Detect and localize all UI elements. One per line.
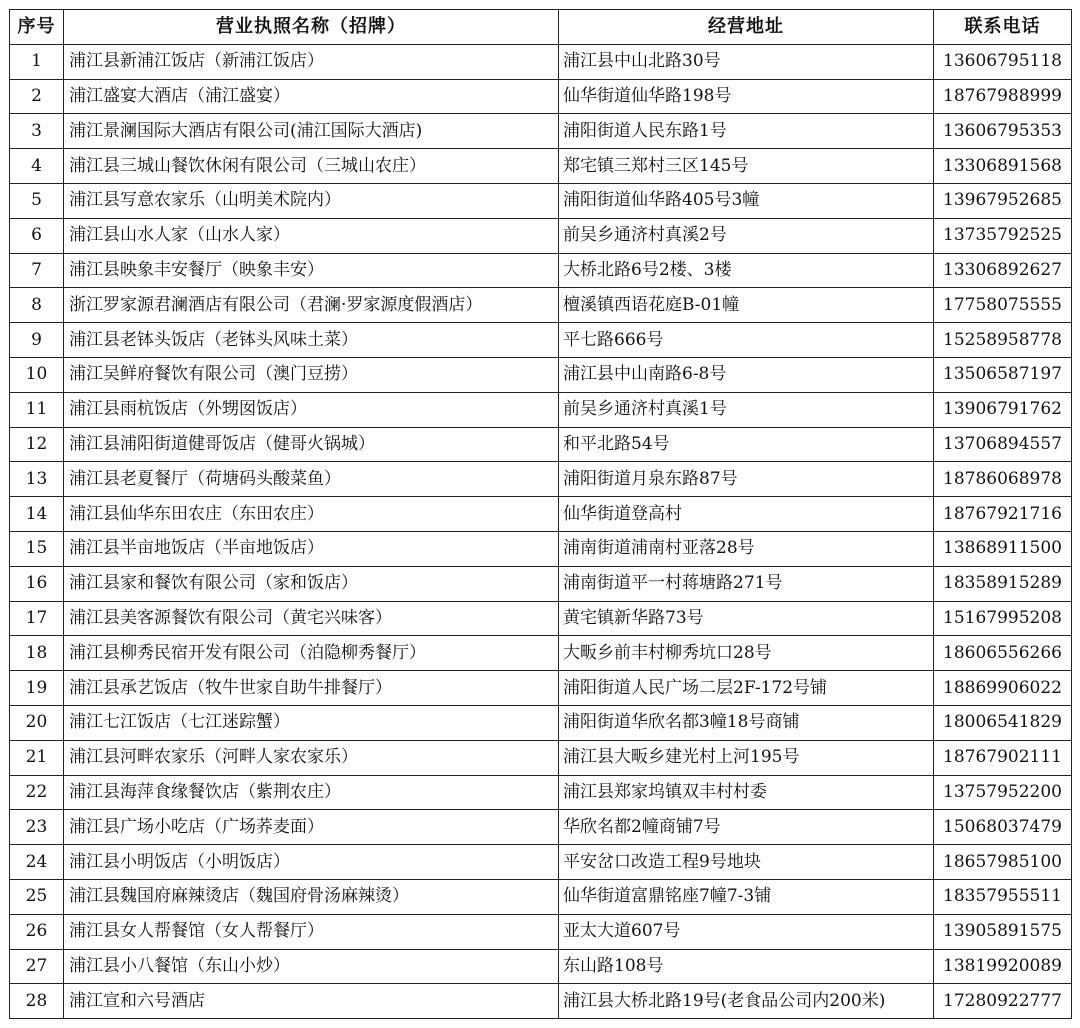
- row-number: 28: [10, 984, 64, 1019]
- business-name: 浦江盛宴大酒店（浦江盛宴）: [64, 79, 559, 114]
- table-row: [10, 636, 1072, 671]
- row-number: 16: [10, 566, 64, 601]
- business-name: 浦江县海萍食缘餐饮店（紫荆农庄）: [64, 775, 559, 810]
- table-row: [10, 671, 1072, 706]
- header-phone: 联系电话: [934, 10, 1072, 45]
- row-number: 6: [10, 218, 64, 253]
- business-address: 浦阳街道月泉东路87号: [559, 462, 934, 497]
- business-name: 浦江县美客源餐饮有限公司（黄宅兴味客）: [64, 601, 559, 636]
- table-row: [10, 845, 1072, 880]
- business-address: 亚太大道607号: [559, 914, 934, 949]
- business-address: 前吴乡通济村真溪1号: [559, 392, 934, 427]
- row-number: 18: [10, 636, 64, 671]
- table-row: [10, 357, 1072, 392]
- business-name: 浦江县女人帮餐馆（女人帮餐厅）: [64, 914, 559, 949]
- business-address: 浦江县中山北路30号: [559, 44, 934, 79]
- contact-phone: 13606795353: [934, 114, 1072, 149]
- contact-phone: 18657985100: [934, 845, 1072, 880]
- contact-phone: 13506587197: [934, 357, 1072, 392]
- contact-phone: 18786068978: [934, 462, 1072, 497]
- table-body: [10, 44, 1072, 1018]
- business-name: 浙江罗家源君澜酒店有限公司（君澜·罗家源度假酒店）: [64, 288, 559, 323]
- table-row: [10, 44, 1072, 79]
- contact-phone: 18357955511: [934, 879, 1072, 914]
- business-address: 浦南街道平一村蒋塘路271号: [559, 566, 934, 601]
- business-address: 仙华街道富鼎铭座7幢7-3铺: [559, 879, 934, 914]
- business-name: 浦江县仙华东田农庄（东田农庄）: [64, 497, 559, 532]
- contact-phone: 18006541829: [934, 705, 1072, 740]
- table-row: [10, 149, 1072, 184]
- business-name: 浦江县小八餐馆（东山小炒）: [64, 949, 559, 984]
- table-row: [10, 323, 1072, 358]
- business-name: 浦江县小明饭店（小明饭店）: [64, 845, 559, 880]
- business-address: 仙华街道仙华路198号: [559, 79, 934, 114]
- business-name: 浦江县写意农家乐（山明美术院内）: [64, 183, 559, 218]
- contact-phone: 13868911500: [934, 531, 1072, 566]
- row-number: 12: [10, 427, 64, 462]
- contact-phone: 13606795118: [934, 44, 1072, 79]
- table-row: [10, 253, 1072, 288]
- table-row: [10, 949, 1072, 984]
- table-row: [10, 392, 1072, 427]
- table-row: [10, 218, 1072, 253]
- business-address: 浦阳街道人民广场二层2F-172号铺: [559, 671, 934, 706]
- table-row: [10, 705, 1072, 740]
- table-row: [10, 114, 1072, 149]
- table-row: [10, 462, 1072, 497]
- row-number: 17: [10, 601, 64, 636]
- header-num: 序号: [10, 10, 64, 45]
- row-number: 10: [10, 357, 64, 392]
- header-name: 营业执照名称（招牌）: [64, 10, 559, 45]
- table-row: [10, 566, 1072, 601]
- business-address: 平安岔口改造工程9号地块: [559, 845, 934, 880]
- row-number: 7: [10, 253, 64, 288]
- contact-phone: 18767988999: [934, 79, 1072, 114]
- row-number: 5: [10, 183, 64, 218]
- business-address: 浦江县大桥北路19号(老食品公司内200米): [559, 984, 934, 1019]
- business-name: 浦江县雨杭饭店（外甥囡饭店）: [64, 392, 559, 427]
- table-row: [10, 183, 1072, 218]
- business-name: 浦江县家和餐饮有限公司（家和饭店）: [64, 566, 559, 601]
- contact-phone: 18606556266: [934, 636, 1072, 671]
- row-number: 8: [10, 288, 64, 323]
- row-number: 14: [10, 497, 64, 532]
- contact-phone: 18869906022: [934, 671, 1072, 706]
- business-address: 浦阳街道华欣名都3幢18号商铺: [559, 705, 934, 740]
- row-number: 23: [10, 810, 64, 845]
- business-address: 浦阳街道仙华路405号3幢: [559, 183, 934, 218]
- contact-phone: 13905891575: [934, 914, 1072, 949]
- table-row: [10, 601, 1072, 636]
- row-number: 19: [10, 671, 64, 706]
- table-row: [10, 740, 1072, 775]
- business-name: 浦江县映象丰安餐厅（映象丰安）: [64, 253, 559, 288]
- business-address: 和平北路54号: [559, 427, 934, 462]
- contact-phone: 13757952200: [934, 775, 1072, 810]
- business-address: 华欣名都2幢商铺7号: [559, 810, 934, 845]
- row-number: 26: [10, 914, 64, 949]
- row-number: 27: [10, 949, 64, 984]
- business-address: 浦江县大畈乡建光村上河195号: [559, 740, 934, 775]
- business-address: 浦江县中山南路6-8号: [559, 357, 934, 392]
- business-address: 黄宅镇新华路73号: [559, 601, 934, 636]
- business-address: 前吴乡通济村真溪2号: [559, 218, 934, 253]
- row-number: 20: [10, 705, 64, 740]
- row-number: 9: [10, 323, 64, 358]
- table-row: [10, 810, 1072, 845]
- table-header-row: [10, 10, 1072, 45]
- row-number: 4: [10, 149, 64, 184]
- business-address: 檀溪镇西语花庭B-01幢: [559, 288, 934, 323]
- business-address: 平七路666号: [559, 323, 934, 358]
- restaurant-table: [9, 9, 1072, 1019]
- table-row: [10, 914, 1072, 949]
- table-row: [10, 984, 1072, 1019]
- business-name: 浦江县老夏餐厅（荷塘码头酸菜鱼）: [64, 462, 559, 497]
- contact-phone: 17758075555: [934, 288, 1072, 323]
- contact-phone: 13906791762: [934, 392, 1072, 427]
- business-name: 浦江县广场小吃店（广场荞麦面）: [64, 810, 559, 845]
- contact-phone: 17280922777: [934, 984, 1072, 1019]
- business-name: 浦江吴鲜府餐饮有限公司（澳门豆捞）: [64, 357, 559, 392]
- business-address: 东山路108号: [559, 949, 934, 984]
- row-number: 2: [10, 79, 64, 114]
- contact-phone: 15258958778: [934, 323, 1072, 358]
- business-name: 浦江县半亩地饭店（半亩地饭店）: [64, 531, 559, 566]
- business-name: 浦江七江饭店（七江迷踪蟹）: [64, 705, 559, 740]
- table-row: [10, 531, 1072, 566]
- table-row: [10, 497, 1072, 532]
- table-row: [10, 79, 1072, 114]
- row-number: 1: [10, 44, 64, 79]
- contact-phone: 13735792525: [934, 218, 1072, 253]
- contact-phone: 18358915289: [934, 566, 1072, 601]
- business-address: 郑宅镇三郑村三区145号: [559, 149, 934, 184]
- business-name: 浦江县魏国府麻辣烫店（魏国府骨汤麻辣烫）: [64, 879, 559, 914]
- business-name: 浦江县山水人家（山水人家）: [64, 218, 559, 253]
- contact-phone: 18767921716: [934, 497, 1072, 532]
- business-address: 大畈乡前丰村柳秀坑口28号: [559, 636, 934, 671]
- contact-phone: 13306892627: [934, 253, 1072, 288]
- business-name: 浦江县新浦江饭店（新浦江饭店）: [64, 44, 559, 79]
- business-name: 浦江县承艺饭店（牧牛世家自助牛排餐厅）: [64, 671, 559, 706]
- business-address: 仙华街道登高村: [559, 497, 934, 532]
- table-row: [10, 288, 1072, 323]
- row-number: 11: [10, 392, 64, 427]
- header-address: 经营地址: [559, 10, 934, 45]
- row-number: 3: [10, 114, 64, 149]
- business-name: 浦江景澜国际大酒店有限公司(浦江国际大酒店): [64, 114, 559, 149]
- business-name: 浦江县老钵头饭店（老钵头风味土菜）: [64, 323, 559, 358]
- business-name: 浦江宣和六号酒店: [64, 984, 559, 1019]
- business-address: 浦江县郑家坞镇双丰村村委: [559, 775, 934, 810]
- contact-phone: 15167995208: [934, 601, 1072, 636]
- business-address: 大桥北路6号2楼、3楼: [559, 253, 934, 288]
- business-address: 浦阳街道人民东路1号: [559, 114, 934, 149]
- row-number: 25: [10, 879, 64, 914]
- contact-phone: 18767902111: [934, 740, 1072, 775]
- contact-phone: 13819920089: [934, 949, 1072, 984]
- contact-phone: 13306891568: [934, 149, 1072, 184]
- business-address: 浦南街道浦南村亚落28号: [559, 531, 934, 566]
- row-number: 21: [10, 740, 64, 775]
- business-name: 浦江县三城山餐饮休闲有限公司（三城山农庄）: [64, 149, 559, 184]
- row-number: 22: [10, 775, 64, 810]
- contact-phone: 13706894557: [934, 427, 1072, 462]
- business-name: 浦江县河畔农家乐（河畔人家农家乐）: [64, 740, 559, 775]
- row-number: 24: [10, 845, 64, 880]
- contact-phone: 13967952685: [934, 183, 1072, 218]
- row-number: 15: [10, 531, 64, 566]
- table-row: [10, 427, 1072, 462]
- table-row: [10, 879, 1072, 914]
- business-name: 浦江县浦阳街道健哥饭店（健哥火锅城）: [64, 427, 559, 462]
- contact-phone: 15068037479: [934, 810, 1072, 845]
- business-name: 浦江县柳秀民宿开发有限公司（泊隐柳秀餐厅）: [64, 636, 559, 671]
- row-number: 13: [10, 462, 64, 497]
- table-row: [10, 775, 1072, 810]
